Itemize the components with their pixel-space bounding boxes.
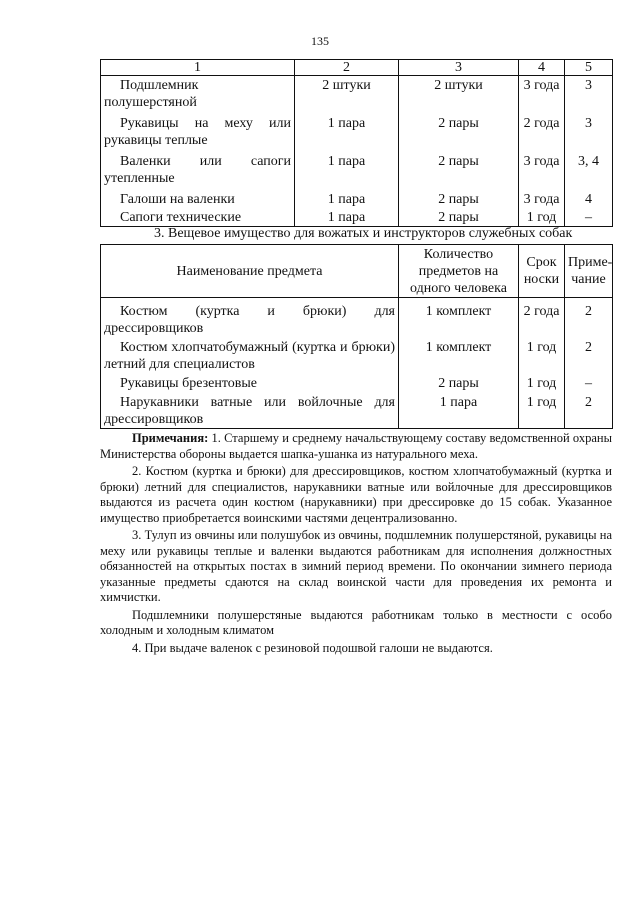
item-term: 3 года: [519, 149, 565, 187]
handler-items-table: [100, 244, 613, 429]
column-header: 2: [295, 60, 399, 76]
table-row: [101, 111, 613, 149]
item-name: Галоши на валенки: [101, 187, 295, 208]
item-name: Костюм (куртка и брюки) для дрессировщиков: [101, 298, 399, 338]
item-term: 2 года: [519, 298, 565, 338]
item-quantity: 2 пары: [399, 373, 519, 392]
item-note: 2: [565, 337, 613, 373]
column-header: 1: [101, 60, 295, 76]
item-name: Нарукавники ватные или войлочные для дрессировщиков: [101, 392, 399, 429]
item-quantity: 1 пара: [399, 392, 519, 429]
item-quantity-alt: 2 штуки: [399, 76, 519, 112]
item-quantity-alt: 2 пары: [399, 187, 519, 208]
item-quantity: 1 комплект: [399, 337, 519, 373]
item-name: Подшлемник полушерстяной: [101, 76, 295, 112]
note-2: 2. Костюм (куртка и брюки) для дрессировщиков, костюм хлопчатобумажный (куртка и брюки) летний для специалистов, нарукавники ватные или войлочные для дрессировщиков выдаются из расчета один костюм (нарукавники) при дрессировке до 15 собак. Указанное имущество приобретается воинскими частями децентрализованно.: [100, 464, 612, 525]
notes-section: [100, 431, 612, 656]
item-note: 2: [565, 392, 613, 429]
item-note: 4: [565, 187, 613, 208]
column-header: 4: [519, 60, 565, 76]
notes-label: Примечания:: [132, 431, 209, 445]
column-header: 5: [565, 60, 613, 76]
item-quantity-per-person: 1 пара: [295, 208, 399, 227]
table-row: [101, 149, 613, 187]
item-term: 3 года: [519, 187, 565, 208]
item-name: Рукавицы брезентовые: [101, 373, 399, 392]
section-title: 3. Вещевое имущество для вожатых и инструкторов служебных собак: [154, 226, 573, 241]
item-quantity-alt: 2 пары: [399, 208, 519, 227]
note-1: [100, 431, 612, 462]
table-header-row: [101, 245, 613, 298]
item-note: –: [565, 373, 613, 392]
item-name: Рукавицы на меху или рукавицы теплые: [101, 111, 295, 149]
column-header-note: Приме-чание: [565, 245, 613, 298]
note-3-addendum: Подшлемники полушерстяные выдаются работникам только в местности с особо холодным и холодным климатом: [100, 607, 612, 637]
item-term: 2 года: [519, 111, 565, 149]
item-note: 3: [565, 76, 613, 112]
item-quantity-per-person: 1 пара: [295, 111, 399, 149]
page-number: 135: [311, 34, 329, 48]
item-quantity-per-person: 2 штуки: [295, 76, 399, 112]
column-header-name: Наименование предмета: [101, 245, 399, 298]
item-term: 1 год: [519, 208, 565, 227]
item-note: 3, 4: [565, 149, 613, 187]
item-quantity-alt: 2 пары: [399, 111, 519, 149]
column-header-quantity: Количество предметов на одного человека: [399, 245, 519, 298]
table-row: [101, 298, 613, 338]
note-4: 4. При выдаче валенок с резиновой подошвой галоши не выдаются.: [132, 640, 493, 655]
column-header-term: Срок носки: [519, 245, 565, 298]
item-note: –: [565, 208, 613, 227]
item-quantity-per-person: 1 пара: [295, 149, 399, 187]
note-3: 3. Тулуп из овчины или полушубок из овчины, подшлемник полушерстяной, рукавицы на меху или рукавицы теплые и валенки выдаются работникам для исполнения должностных обязанностей на открытых постах в зимний период времени. По окончании зимнего периода указанные предметы сдаются на склад воинской части для проведения их ремонта и химчистки.: [100, 528, 612, 604]
table-row: [101, 337, 613, 373]
item-term: 1 год: [519, 392, 565, 429]
item-note: 2: [565, 298, 613, 338]
item-note: 3: [565, 111, 613, 149]
table-row: [101, 208, 613, 227]
table-row: [101, 392, 613, 429]
item-quantity: 1 комплект: [399, 298, 519, 338]
column-header: 3: [399, 60, 519, 76]
item-term: 1 год: [519, 337, 565, 373]
item-quantity-alt: 2 пары: [399, 149, 519, 187]
item-name: Костюм хлопчатобумажный (куртка и брюки) летний для специалистов: [101, 337, 399, 373]
item-term: 1 год: [519, 373, 565, 392]
table-row: [101, 187, 613, 208]
note-1-text: 1. Старшему и среднему начальствующему составу ведомственной охраны Министерства обороны выдается шапка-ушанка из натурального меха.: [100, 431, 612, 461]
table-row: [101, 373, 613, 392]
item-quantity-per-person: 1 пара: [295, 187, 399, 208]
item-name: Сапоги технические: [101, 208, 295, 227]
items-table-continued: [100, 59, 613, 227]
table-row: [101, 76, 613, 112]
table-header-row: [101, 60, 613, 76]
item-term: 3 года: [519, 76, 565, 112]
item-name: Валенки или сапоги утепленные: [101, 149, 295, 187]
